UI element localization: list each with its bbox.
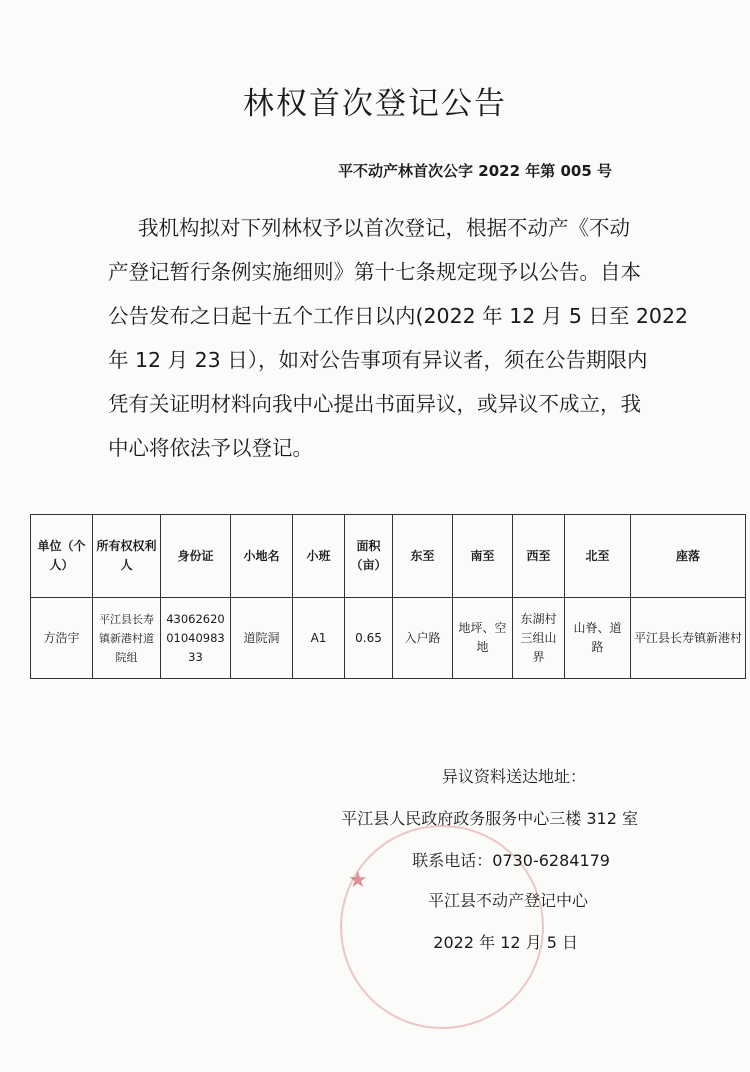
header-area: 面积（亩） [345, 515, 393, 598]
cell-south: 地坪、空地 [453, 598, 513, 679]
body-line: 我机构拟对下列林权予以首次登记，根据不动产《不动 [138, 216, 630, 240]
issuing-organization: 平江县不动产登记中心 [427, 891, 588, 910]
body-line: 凭有关证明材料向我中心提出书面异议，或异议不成立，我 [108, 392, 641, 416]
cell-location: 平江县长寿镇新港村 [631, 598, 746, 679]
announcement-body [108, 206, 689, 470]
table-row [31, 598, 746, 679]
contact-phone: 联系电话：0730-6284179 [412, 851, 610, 870]
seal-star-icon: ★ [348, 868, 368, 893]
header-location: 座落 [631, 515, 746, 598]
body-line: 公告发布之日起十五个工作日以内(2022 年 12 月 5 日至 2022 [108, 304, 689, 328]
registration-table [30, 514, 746, 679]
cell-east: 入户路 [393, 598, 453, 679]
body-line: 产登记暂行条例实施细则》第十七条规定现予以公告。自本 [108, 260, 641, 284]
cell-area: 0.65 [345, 598, 393, 679]
cell-unit: 方浩宇 [31, 598, 93, 679]
header-id-card: 身份证 [161, 515, 231, 598]
issue-date: 2022 年 12 月 5 日 [433, 933, 578, 952]
body-line: 中心将依法予以登记。 [108, 436, 313, 460]
cell-north: 山脊、道路 [565, 598, 631, 679]
header-owner: 所有权权利人 [93, 515, 161, 598]
header-place-name: 小地名 [231, 515, 293, 598]
document-number: 平不动产林首次公字 2022 年第 005 号 [338, 162, 612, 180]
page-title: 林权首次登记公告 [243, 86, 507, 122]
header-north: 北至 [565, 515, 631, 598]
header-east: 东至 [393, 515, 453, 598]
header-unit: 单位（个人） [31, 515, 93, 598]
cell-place-name: 道院洞 [231, 598, 293, 679]
cell-id-card: 430626200104098333 [161, 598, 231, 679]
table-header-row [31, 515, 746, 598]
header-west: 西至 [513, 515, 565, 598]
cell-west: 东湖村三组山界 [513, 598, 565, 679]
header-sub-compartment: 小班 [293, 515, 345, 598]
cell-sub-compartment: A1 [293, 598, 345, 679]
address-label: 异议资料送达地址： [441, 767, 586, 786]
cell-owner: 平江县长寿镇新港村道院组 [93, 598, 161, 679]
body-line: 年 12 月 23 日），如对公告事项有异议者，须在公告期限内 [108, 348, 648, 372]
address: 平江县人民政府政务服务中心三楼 312 室 [341, 809, 638, 828]
header-south: 南至 [453, 515, 513, 598]
